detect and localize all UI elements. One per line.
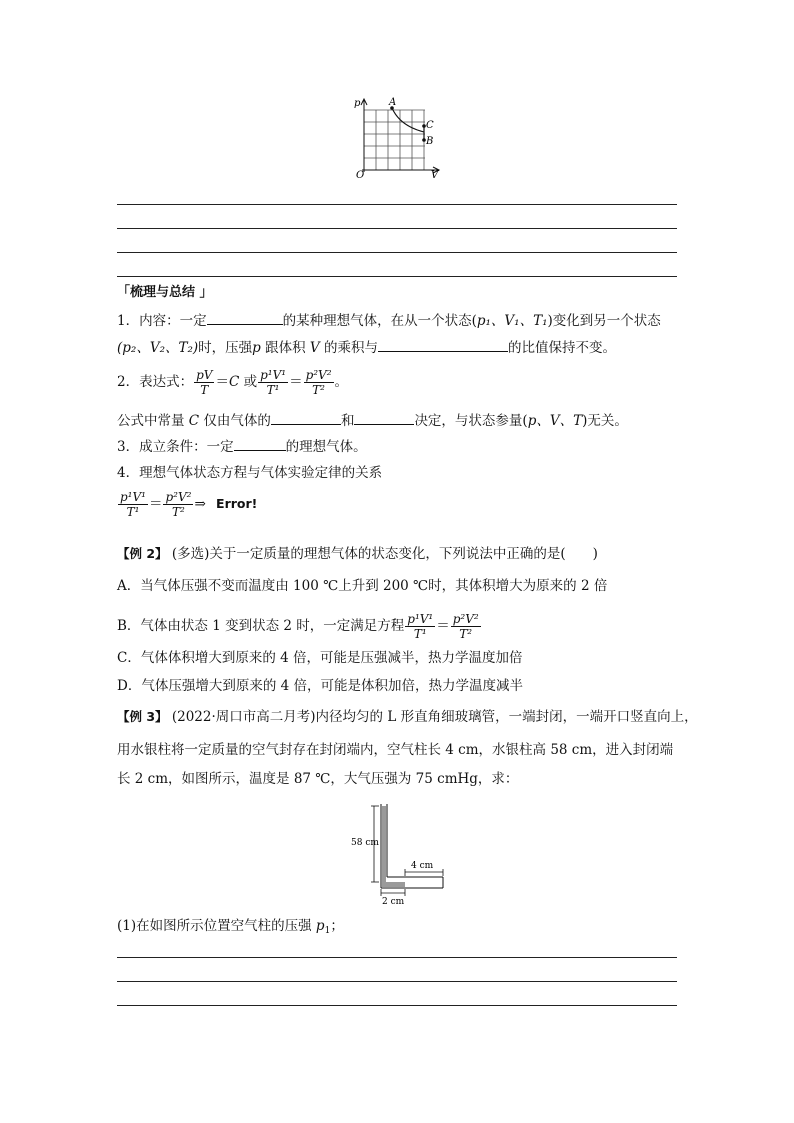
fraction-state-1: $\frac{\text{p¹V¹}}{\text{T¹}}$ [120, 490, 146, 519]
error-text: Error! [216, 496, 258, 511]
mercury-column [382, 806, 405, 887]
fraction-state-1: $\frac{\text{p¹V¹}}{\text{T¹}}$ [407, 612, 434, 641]
relation-equation: $\frac{\text{p¹V¹}}{\text{T¹}}$ ＝ $\frac{\text{p²V²}}{\text{T²}}$ ⇒ Error! [120, 490, 258, 519]
fraction-state-2: $\frac{\text{p²V²}}{\text{T²}}$ [305, 368, 332, 397]
label-2cm: 2 cm [382, 897, 405, 907]
answer-line [117, 981, 677, 982]
example-3-line-1: 【例 3】 (2022·周口市高二月考)内径均匀的 L 形直角细玻璃管，一端封闭，一端开口竖直向上， [117, 709, 698, 725]
fill-blank[interactable] [234, 436, 286, 451]
fraction-state-1: $\frac{\text{p¹V¹}}{\text{T¹}}$ [260, 368, 287, 397]
summary-item-1-line-2: (p₂、V₂、T₂)时，压强p 跟体积 V 的乘积与 的比值保持不变。 [117, 337, 616, 358]
question-1: (1)在如图所示位置空气柱的压强 $p_1$； [117, 918, 344, 936]
answer-line [117, 1005, 677, 1006]
answer-line [117, 957, 677, 958]
option-b[interactable]: B．气体由状态 1 变到状态 2 时，一定满足方程 $\frac{\text{p¹V¹}}{\text{T¹}}$ ＝ $\frac{\text{p²V²}}{\text{T²}}$ [117, 612, 479, 641]
summary-item-4: 4．理想气体状态方程与气体实验定律的关系 [117, 465, 383, 481]
example-2-stem: 【例 2】 (多选)关于一定质量的理想气体的状态变化，下列说法中正确的是( ) [117, 546, 598, 562]
example-3-line-3: 长 2 cm，如图所示，温度是 87 ℃，大气压强为 75 cmHg，求： [117, 771, 519, 787]
summary-item-3: 3．成立条件：一定 的理想气体。 [117, 436, 367, 457]
answer-line [117, 252, 677, 253]
axis-label-v: V [431, 170, 439, 181]
l-tube-figure [345, 800, 455, 908]
summary-item-2: 2．表达式： $\frac{pV}{T}$ ＝C 或 $\frac{\text{p¹V¹}}{\text{T¹}}$ ＝ $\frac{\text{p²V²}}{\text{T²}}$ 。 [117, 368, 349, 397]
label-4cm: 4 cm [411, 861, 434, 871]
fraction-state-2: $\frac{\text{p²V²}}{\text{T²}}$ [165, 490, 192, 519]
summary-constant-line: 公式中常量 C 仅由气体的 和 决定，与状态参量(p、V、T)无关。 [117, 410, 628, 431]
example-3-line-2: 用水银柱将一定质量的空气封存在封闭端内，空气柱长 4 cm，水银柱高 58 cm，进入封闭端 [117, 742, 674, 758]
fraction-state-2: $\frac{\text{p²V²}}{\text{T²}}$ [452, 612, 479, 641]
axis-label-p: p [354, 98, 361, 109]
p-v-graph [350, 92, 445, 182]
option-c[interactable]: C．气体体积增大到原来的 4 倍，可能是压强减半，热力学温度加倍 [117, 650, 523, 666]
label-58cm: 58 cm [351, 838, 379, 848]
summary-heading: 「梳理与总结 」 [117, 285, 213, 300]
option-d[interactable]: D．气体压强增大到原来的 4 倍，可能是体积加倍，热力学温度减半 [117, 678, 523, 694]
point-label-a: A [389, 97, 397, 108]
fraction-pv-t: $\frac{pV}{T}$ [196, 368, 213, 397]
answer-line [117, 204, 677, 205]
point-label-c: C [426, 120, 434, 131]
fill-blank[interactable] [207, 310, 283, 325]
fill-blank[interactable] [354, 410, 414, 425]
answer-line [117, 228, 677, 229]
fill-blank[interactable] [378, 337, 508, 352]
point-label-b: B [426, 136, 434, 147]
fill-blank[interactable] [271, 410, 341, 425]
answer-line [117, 276, 677, 277]
isotherm-curve [392, 108, 424, 132]
origin-label: O [356, 170, 365, 181]
option-a[interactable]: A．当气体压强不变而温度由 100 ℃上升到 200 ℃时，其体积增大为原来的 2 倍 [117, 578, 608, 594]
summary-item-1-line-1: 1．内容：一定 的某种理想气体，在从一个状态(p₁、V₁、T₁)变化到另一个状态 [117, 310, 661, 331]
